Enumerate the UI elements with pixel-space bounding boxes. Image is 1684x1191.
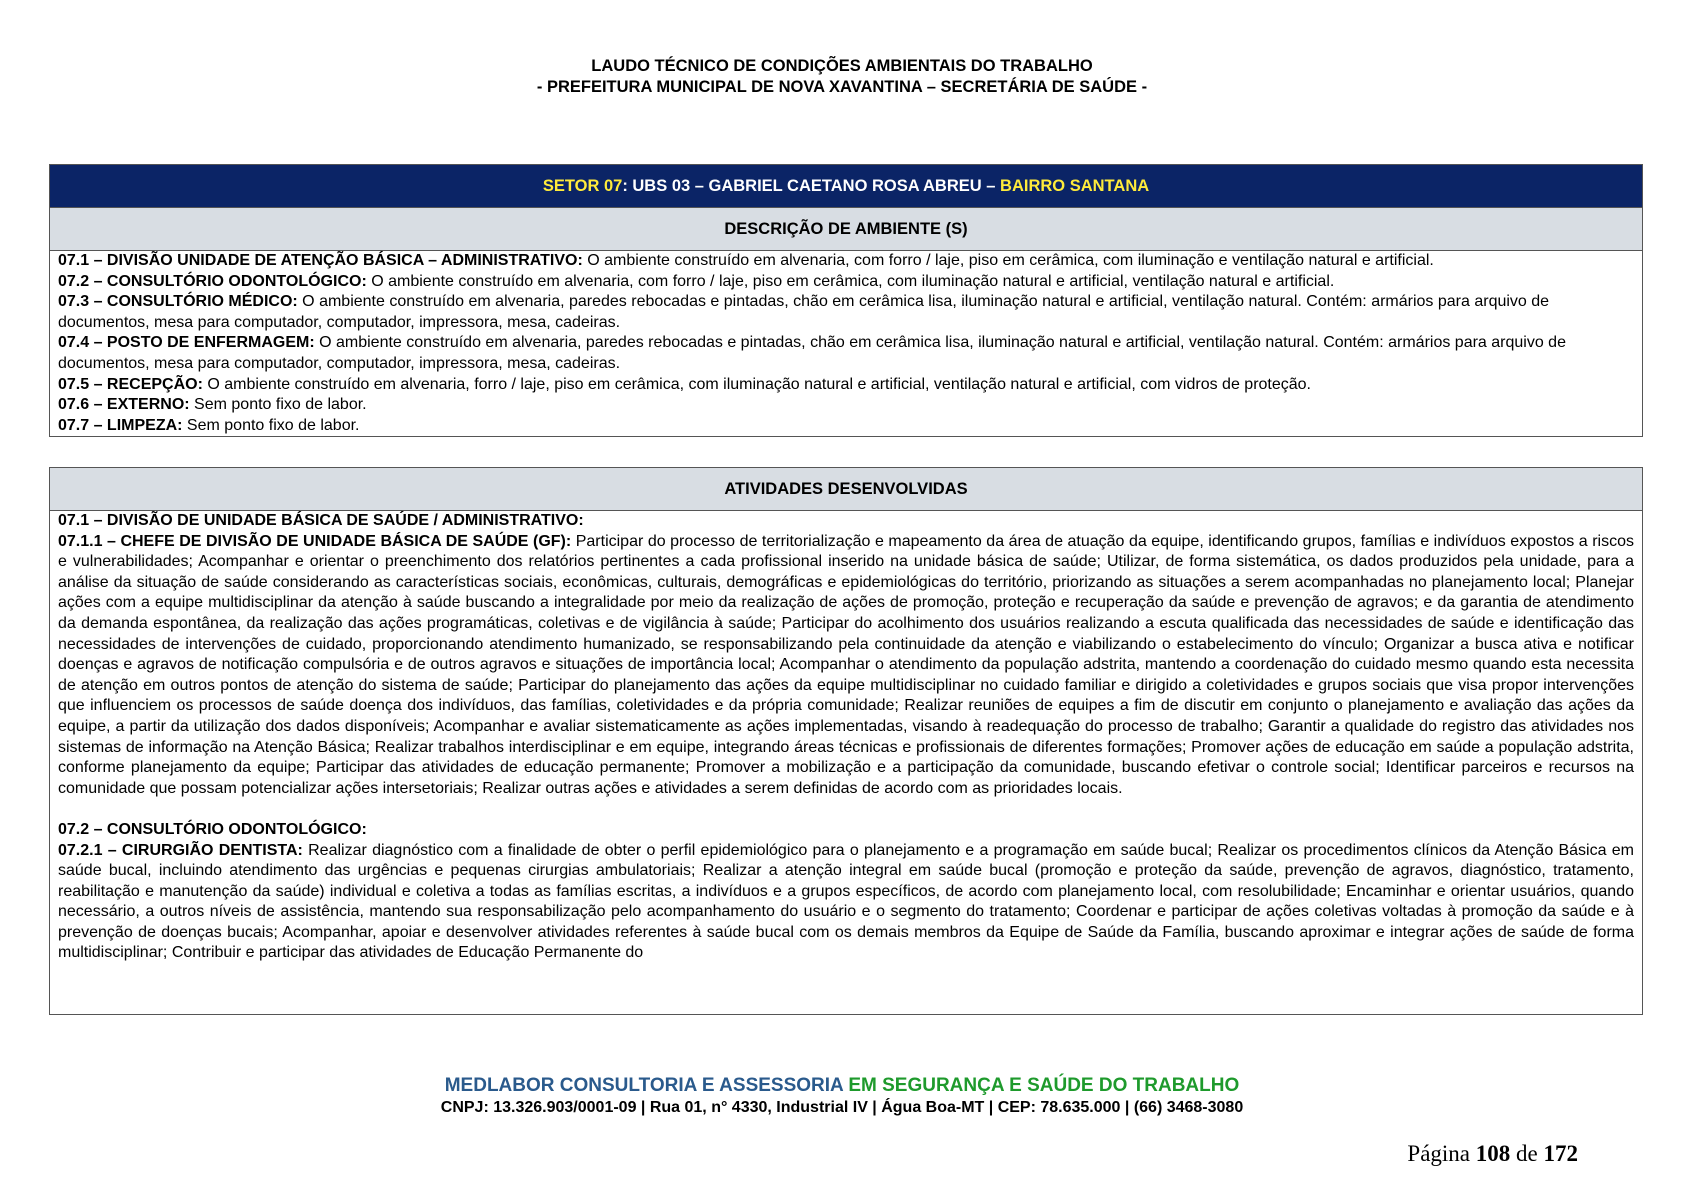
document-title: LAUDO TÉCNICO DE CONDIÇÕES AMBIENTAIS DO TRABALHO	[591, 57, 1093, 75]
ambiente-label: 07.1 – DIVISÃO UNIDADE DE ATENÇÃO BÁSICA – ADMINISTRATIVO:	[58, 252, 583, 269]
page-current: 108	[1475, 1141, 1511, 1166]
ambiente-label: 07.3 – CONSULTÓRIO MÉDICO:	[58, 293, 298, 311]
activity-label: 07.2.1 – CIRURGIÃO DENTISTA:	[58, 841, 303, 859]
page-prefix: Página	[1407, 1141, 1476, 1166]
ambiente-text: Sem ponto fixo de labor.	[189, 396, 367, 414]
document-header	[0, 56, 1684, 98]
sector-title-bar	[50, 165, 1642, 208]
ambiente-item	[58, 416, 1634, 437]
footer-company	[0, 1075, 1684, 1097]
ambiente-item	[58, 272, 1634, 293]
page-total: 172	[1543, 1141, 1578, 1166]
ambiente-label: 07.4 – POSTO DE ENFERMAGEM:	[58, 334, 315, 352]
ambiente-item	[58, 375, 1634, 396]
ambiente-item	[58, 251, 1634, 272]
page-number	[1407, 1141, 1578, 1167]
ambientes-heading: DESCRIÇÃO DE AMBIENTE (S)	[50, 208, 1642, 251]
ambiente-item	[58, 333, 1634, 374]
activity-label: 07.1.1 – CHEFE DE DIVISÃO DE UNIDADE BÁSICA DE SAÚDE (GF):	[58, 532, 572, 550]
footer-company-tagline: EM SEGURANÇA E SAÚDE DO TRABALHO	[843, 1075, 1240, 1096]
ambiente-text: O ambiente construído em alvenaria, forro / laje, piso em cerâmica, com iluminação natural e artificial, ventilação natural e artificial, com vidros de proteção.	[202, 375, 1311, 393]
ambiente-label: 07.7 – LIMPEZA:	[58, 416, 183, 434]
section-heading	[58, 511, 1634, 532]
activity-paragraph	[58, 532, 1634, 800]
sector-name: : UBS 03 – GABRIEL CAETANO ROSA ABREU –	[622, 177, 1001, 195]
sector-label: SETOR 07	[542, 177, 623, 195]
section-heading	[58, 820, 1634, 841]
activity-text: Realizar diagnóstico com a finalidade de obter o perfil epidemiológico para o planejamento e a programação em saúde bucal; Realizar os procedimentos clínicos da Atenção Básica em saúde bucal, incluindo atendimento das urgências e pequenas cirurgias ambulatoriais; Realizar a atenção integral em saúde bucal (promoção e proteção da saúde, prevenção de agravos, diagnóstico, tratamento, reabilitação e manutenção da saúde) individual e coletiva a todas as famílias escritas, a indivíduos e a grupos específicos, de acordo com planejamento local, com resolubilidade; Encaminhar e orientar usuários, quando necessário, a outros níveis de assistência, mantendo sua responsabilização pelo acompanhamento do usuário e o segmento do tratamento; Coordenar e participar de ações coletivas voltadas à promoção da saúde e à prevenção de doenças bucais; Acompanhar, apoiar e desenvolver atividades referentes à saúde bucal com os demais membros da Equipe de Saúde da Família, buscando aproximar e integrar ações de saúde de forma multidisciplinar; Contribuir e participar das atividades de Educação Permanente do	[58, 841, 1634, 962]
ambiente-item	[58, 292, 1634, 333]
ambiente-text: O ambiente construído em alvenaria, com forro / laje, piso em cerâmica, com iluminação natural e artificial, ventilação natural e artificial.	[366, 272, 1335, 290]
ambiente-label: 07.2 – CONSULTÓRIO ODONTOLÓGICO:	[58, 272, 367, 290]
sector-bairro: BAIRRO SANTANA	[1000, 177, 1150, 195]
activity-paragraph	[58, 841, 1634, 965]
ambiente-text: O ambiente construído em alvenaria, paredes rebocadas e pintadas, chão em cerâmica lisa, iluminação natural e artificial, ventilação natural. Contém: armários para arquivo de documentos, mesa para computador, computador, impressora, mesa, cadeiras.	[58, 334, 1566, 372]
paragraph-gap	[58, 799, 1634, 820]
document-subtitle: - PREFEITURA MUNICIPAL DE NOVA XAVANTINA – SECRETÁRIA DE SAÚDE -	[536, 78, 1148, 96]
atividades-table	[49, 467, 1643, 1015]
ambiente-text: O ambiente construído em alvenaria, paredes rebocadas e pintadas, chão em cerâmica lisa, iluminação natural e artificial, ventilação natural. Contém: armários para arquivo de documentos, mesa para computador, computador, impressora, mesa, cadeiras.	[58, 293, 1550, 331]
footer-address: CNPJ: 13.326.903/0001-09 | Rua 01, n° 4330, Industrial IV | Água Boa-MT | CEP: 78.635.000 | (66) 3468-3080	[440, 1099, 1244, 1116]
section-heading-text: 07.2 – CONSULTÓRIO ODONTOLÓGICO:	[58, 820, 367, 838]
footer-company-name: MEDLABOR CONSULTORIA E ASSESSORIA	[444, 1075, 844, 1096]
ambientes-list	[50, 251, 1642, 436]
ambiente-text: O ambiente construído em alvenaria, com forro / laje, piso em cerâmica, com iluminação e ventilação natural e artificial.	[582, 252, 1434, 269]
activity-text: Participar do processo de territorialização e mapeamento da área de atuação da equipe, identificando grupos, famílias e indivíduos expostos a riscos e vulnerabilidades; Acompanhar e orientar o preenchimento dos relatórios pertinentes a cada profissional inserido na unidade básica de saúde; Utilizar, de forma sistemática, os dados produzidos pela unidade, para a análise da situação de saúde considerando as características sociais, econômicas, culturais, demográficas e epidemiológicas do território, priorizando as situações a serem acompanhadas no planejamento local; Planejar ações com a equipe multidisciplinar da atenção à saúde buscando a integralidade por meio da realização de ações de promoção, proteção e recuperação da saúde e prevenção de agravos; e da garantia de atendimento da demanda espontânea, da realização das ações programáticas, coletivas e de vigilância à saúde; Participar do acolhimento dos usuários realizando a escuta qualificada das necessidades de saúde e identificação das necessidades de intervenções de cuidado, proporcionando atendimento humanizado, se responsabilizando pela continuidade da atenção e viabilizando o estabelecimento do vínculo; Organizar a busca ativa e notificar doenças e agravos de notificação compulsória e de outros agravos e situações de importância local; Acompanhar o atendimento da população adstrita, mantendo a coordenação do cuidado mesmo quando esta necessita de atenção em outros pontos de atenção do sistema de saúde; Participar do planejamento das ações da equipe multidisciplinar no cuidado familiar e dirigido a coletividades e grupos sociais que visa propor intervenções que influenciem os processos de saúde doença dos indivíduos, das famílias, coletividades e da própria comunidade; Realizar reuniões de equipes a fim de discutir em conjunto o planejamento e avaliação das ações da equipe, a partir da utilização dos dados disponíveis; Acompanhar e avaliar sistematicamente as ações implementadas, visando à readequação do processo de trabalho; Garantir a qualidade do registro das atividades nos sistemas de informação na Atenção Básica; Realizar trabalhos interdisciplinar e em equipe, integrando áreas técnicas e profissionais de diferentes formações; Promover ações de educação em saúde a população adstrita, conforme planejamento da equipe; Participar das atividades de educação permanente; Promover a mobilização e a participação da comunidade, buscando efetivar o controle social; Identificar parceiros e recursos na comunidade que possam potencializar ações intersetoriais; Realizar outras ações e atividades a serem definidas de acordo com as prioridades locais.	[58, 532, 1635, 797]
atividades-body	[50, 511, 1642, 1014]
ambiente-label: 07.5 – RECEPÇÃO:	[58, 375, 203, 393]
ambiente-item	[58, 395, 1634, 416]
ambientes-table	[49, 164, 1643, 437]
atividades-heading: ATIVIDADES DESENVOLVIDAS	[50, 468, 1642, 511]
section-heading-text: 07.1 – DIVISÃO DE UNIDADE BÁSICA DE SAÚDE / ADMINISTRATIVO:	[58, 512, 584, 529]
ambiente-text: Sem ponto fixo de labor.	[182, 416, 360, 434]
ambiente-label: 07.6 – EXTERNO:	[58, 396, 190, 414]
page-mid: de	[1510, 1141, 1544, 1166]
